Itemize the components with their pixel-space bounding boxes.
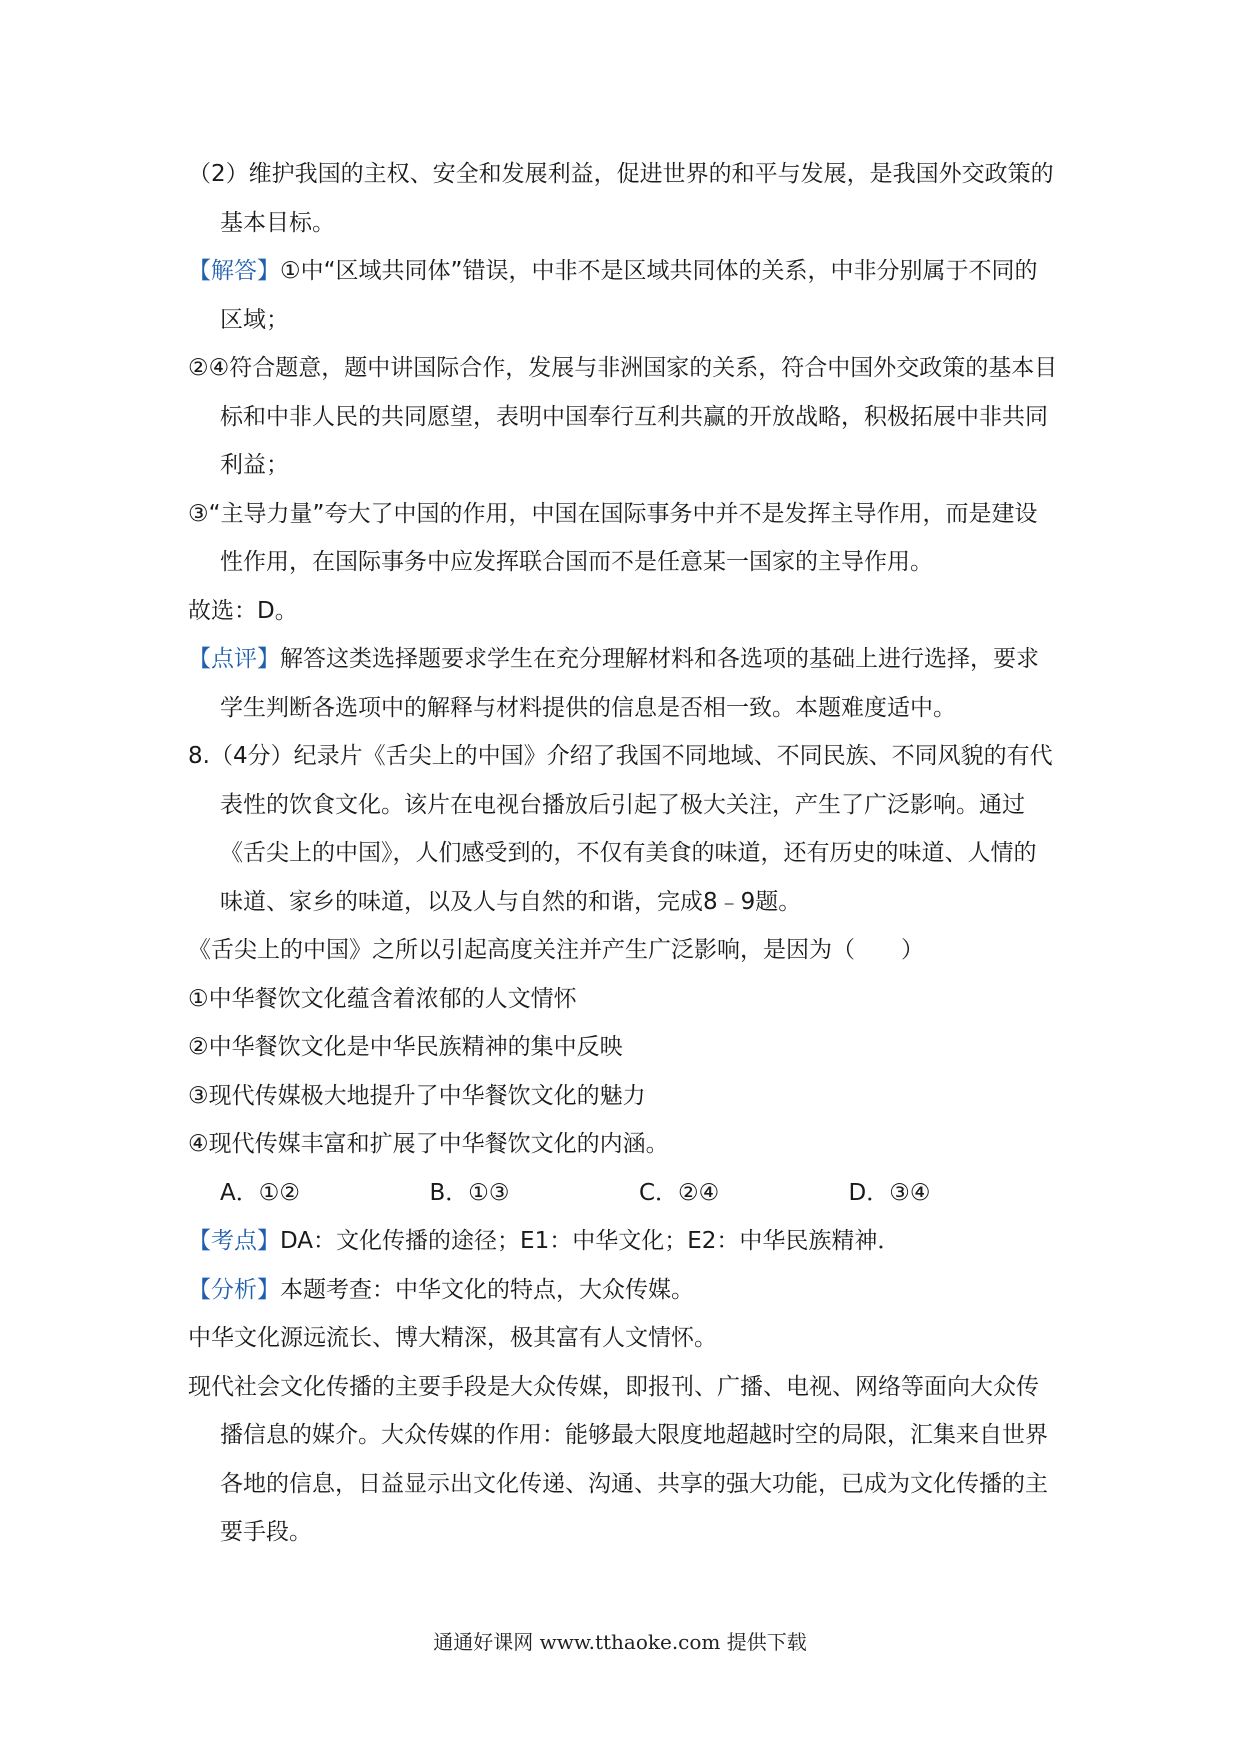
answer-text: ①中“区域共同体”错误，中非不是区域共同体的关系，中非分别属于不同的区域；	[220, 258, 1038, 333]
paragraph-media: 现代社会文化传播的主要手段是大众传媒，即报刊、广播、电视、网络等面向大众传播信息的媒介。大众传媒的作用：能够最大限度地超越时空的局限，汇集来自世界各地的信息，日益显示出文化传递、沟通、共享的强大功能，已成为文化传播的主要手段。	[188, 1373, 1048, 1545]
key-point-tag: 【考点】	[188, 1228, 280, 1254]
paragraph-culture: 中华文化源远流长、博大精深，极其富有人文情怀。	[188, 1325, 717, 1351]
paragraph-point-2: （2）维护我国的主权、安全和发展利益，促进世界的和平与发展，是我国外交政策的基本目标。	[188, 161, 1054, 236]
comment-text: 解答这类选择题要求学生在充分理解材料和各选项的基础上进行选择，要求学生判断各选项中的解释与材料提供的信息是否相一致。本题难度适中。	[220, 646, 1039, 721]
option-a: A．①②	[220, 1179, 300, 1206]
question-8: 8.（4分）纪录片《舌尖上的中国》介绍了我国不同地域、不同民族、不同风貌的有代表性的饮食文化。该片在电视台播放后引起了极大关注，产生了广泛影响。通过《舌尖上的中国》，人们感受到的，不仅有美食的味道，还有历史的味道、人情的味道、家乡的味道，以及人与自然的和谐，完成8﹣9题。	[188, 743, 1053, 915]
paragraph-option-3: ③“主导力量”夸大了中国的作用，中国在国际事务中并不是发挥主导作用，而是建设性作用，在国际事务中应发挥联合国而不是任意某一国家的主导作用。	[188, 500, 1038, 575]
comment-paragraph	[188, 635, 1058, 732]
key-point-text: DA：文化传播的途径；E1：中华文化；E2：中华民族精神．	[280, 1228, 901, 1254]
question-stem: 《舌尖上的中国》之所以引起高度关注并产生广泛影响，是因为（ ）	[188, 937, 924, 963]
answer-paragraph	[188, 247, 1058, 344]
key-point-paragraph	[188, 1217, 1058, 1266]
analysis-paragraph	[188, 1266, 1058, 1315]
answer-options	[188, 1169, 1058, 1218]
option-d: D．③④	[848, 1179, 931, 1206]
analysis-text: 本题考查：中华文化的特点，大众传媒。	[280, 1276, 694, 1303]
answer-tag: 【解答】	[188, 258, 280, 284]
document-body	[188, 150, 1058, 1557]
option-b: B．①③	[429, 1179, 510, 1206]
paragraph-options-24: ②④符合题意，题中讲国际合作，发展与非洲国家的关系，符合中国外交政策的基本目标和中非人民的共同愿望，表明中国奉行互利共赢的开放战略，积极拓展中非共同利益；	[188, 355, 1058, 478]
list-item: ③现代传媒极大地提升了中华餐饮文化的魅力	[188, 1082, 646, 1109]
list-item: ②中华餐饮文化是中华民族精神的集中反映	[188, 1034, 623, 1060]
analysis-tag: 【分析】	[188, 1276, 280, 1303]
list-item: ④现代传媒丰富和扩展了中华餐饮文化的内涵。	[188, 1131, 669, 1157]
option-c: C．②④	[639, 1179, 720, 1206]
comment-tag: 【点评】	[188, 646, 280, 672]
list-item: ①中华餐饮文化蕴含着浓郁的人文情怀	[188, 985, 577, 1012]
page-footer: 通通好课网 www.tthaoke.com 提供下载	[433, 1630, 807, 1654]
answer-choice: 故选：D。	[188, 597, 298, 624]
